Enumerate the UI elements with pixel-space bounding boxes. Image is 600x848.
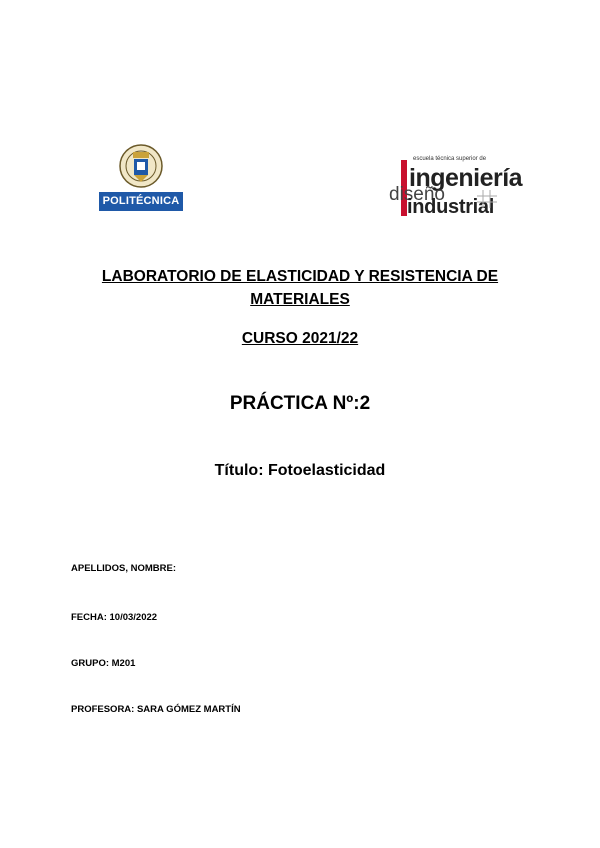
etsidi-tagline: escuela técnica superior de xyxy=(413,156,487,162)
names-field: APELLIDOS, NOMBRE: xyxy=(71,563,177,574)
upm-logo xyxy=(99,142,183,212)
course-heading: CURSO 2021/22 xyxy=(241,330,359,347)
document-title: LABORATORIO DE ELASTICIDAD Y RESISTENCIA DE MATERIALES xyxy=(101,268,499,308)
etsidi-line-ingenieria: ingeniería xyxy=(409,164,523,192)
etsidi-logo xyxy=(377,152,523,218)
grid-icon xyxy=(475,190,499,210)
group-field: GRUPO: M201 xyxy=(71,658,136,669)
etsidi-line-industrial: industrial xyxy=(407,196,495,218)
upm-crest-icon xyxy=(99,142,183,192)
practice-subject: Título: Fotoelasticidad xyxy=(214,462,386,479)
teacher-field: PROFESORA: SARA GÓMEZ MARTÍN xyxy=(71,704,241,715)
date-field: FECHA: 10/03/2022 xyxy=(71,612,158,623)
etsidi-line-diseno: diseño xyxy=(389,184,445,205)
upm-label: POLITÉCNICA xyxy=(99,192,183,211)
practice-number: PRÁCTICA Nº:2 xyxy=(229,393,371,414)
